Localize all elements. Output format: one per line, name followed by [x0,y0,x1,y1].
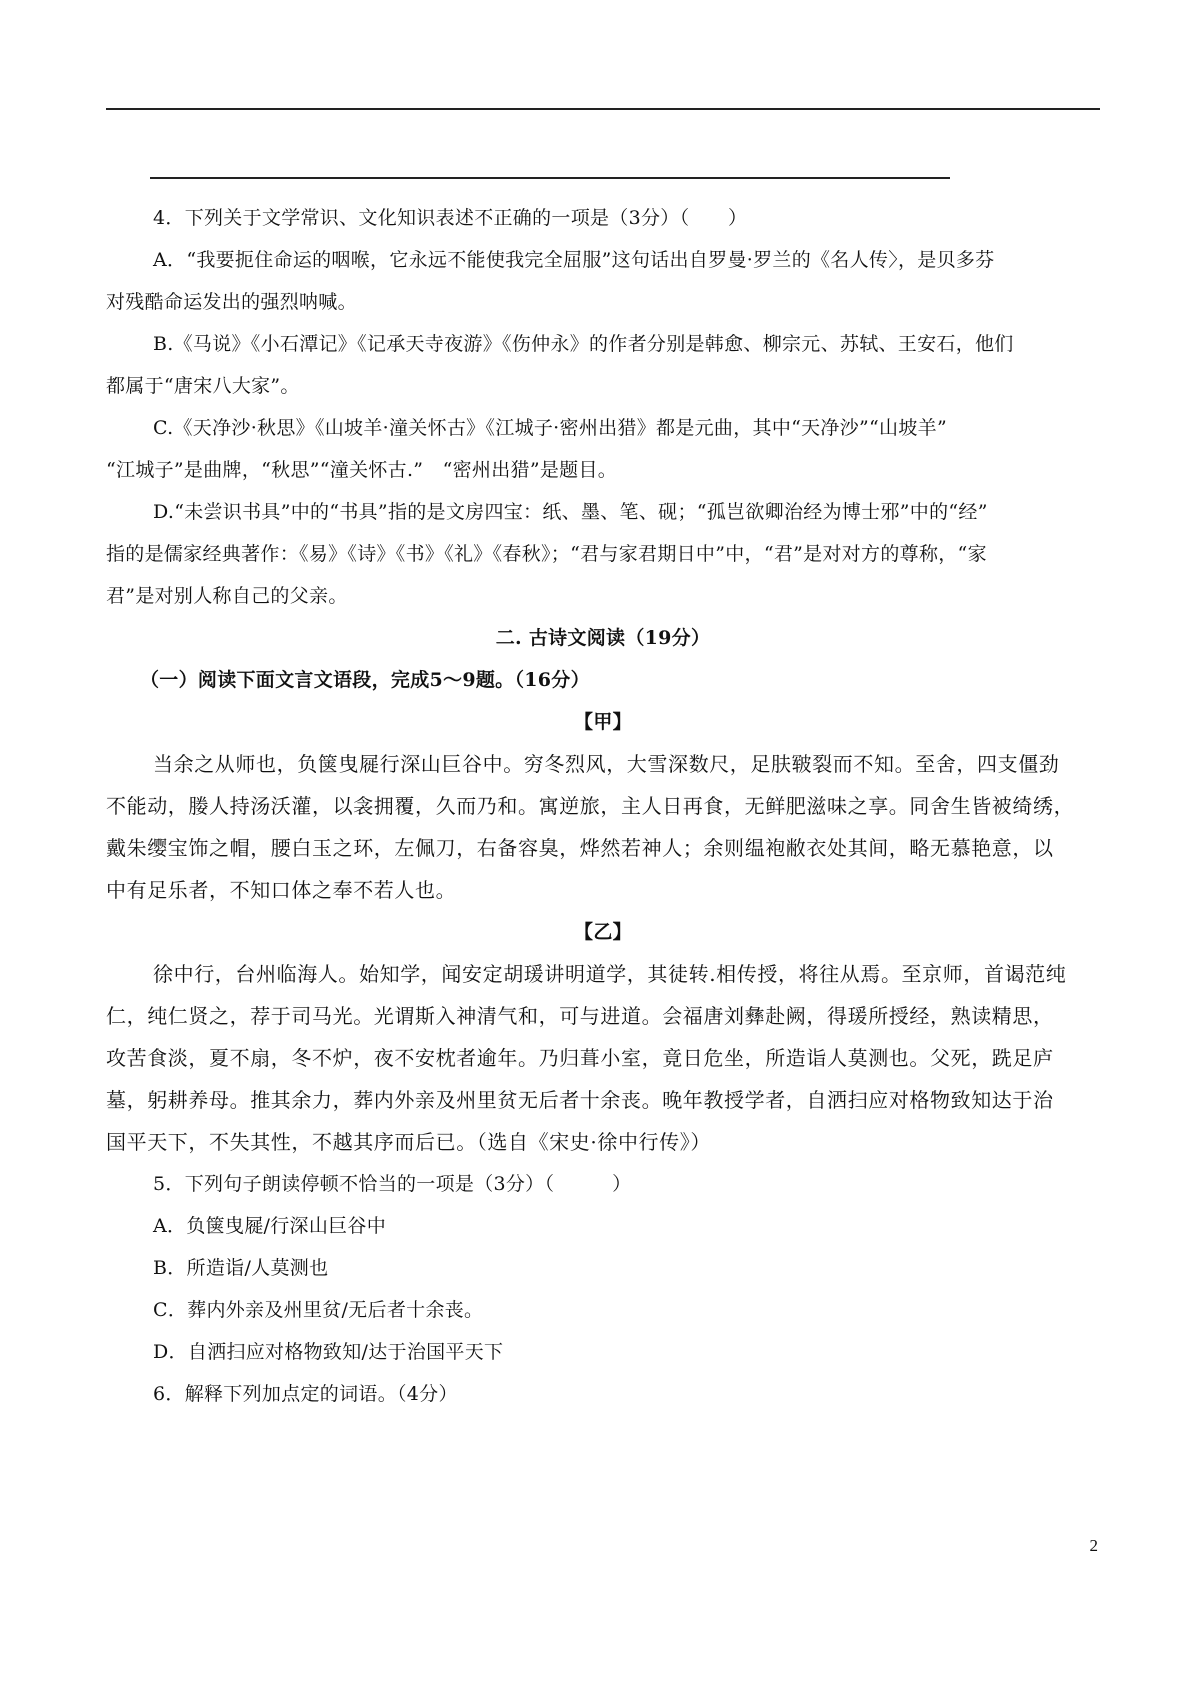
passage-yi-label: 【乙】 [574,921,632,943]
passage-yi-line5: 国平天下，不失其性，不越其序而后已。（选自《宋史·徐中行传》） [106,1130,711,1154]
page-content [106,197,1100,1415]
q4-option-c-line2: “江城子”是曲牌，“秋思”“潼关怀古.” “密州出猎”是题目。 [106,459,618,481]
passage-jia-line1: 当余之从师也，负箧曳屣行深山巨谷中。穷冬烈风，大雪深数尺，足肤皲裂而不知。至舍，四支僵劲 [153,752,1060,776]
subsection-title: （一）阅读下面文言文语段，完成5～9题。（16分） [140,669,590,691]
header-rule [106,108,1100,110]
q4-option-d-line2: 指的是儒家经典著作：《易》《诗》《书》《礼》《春秋》；“君与家君期日中”中，“君”是对对方的尊称，“家 [106,543,987,565]
section-title: 二. 古诗文阅读（19分） [495,627,711,649]
q4-option-c-line1: C.《天净沙·秋思》《山坡羊·潼关怀古》《江城子·密州出猎》都是元曲，其中“天净沙”“山坡羊” [153,417,947,439]
q4-option-a-line2: 对残酷命运发出的强烈呐喊。 [106,291,357,313]
q5-stem: 5．下列句子朗读停顿不恰当的一项是（3分）（ ） [153,1173,632,1195]
q4-option-a-line1: A．“我要扼住命运的咽喉，它永远不能使我完全屈服”这句话出自罗曼·罗兰的《名人传〉，是贝多芬 [153,249,995,271]
q6-stem: 6．解释下列加点定的词语。（4分） [153,1383,458,1405]
passage-jia-line4: 中有足乐者，不知口体之奉不若人也。 [106,878,457,902]
q5-option-a: A．负箧曳屣/行深山巨谷中 [153,1215,387,1237]
passage-yi [106,953,1100,1163]
answer-blank-line [150,177,950,179]
q4-option-b-line2: 都属于“唐宋八大家”。 [106,375,300,397]
passage-yi-line4: 墓，躬耕养母。推其余力，葬内外亲及州里贫无后者十余丧。晚年教授学者，自洒扫应对格物致知达于治 [106,1088,1054,1112]
q5-option-d: D．自洒扫应对格物致知/达于治国平天下 [153,1341,504,1363]
passage-yi-line2: 仁，纯仁贤之，荐于司马光。光谓斯入神清气和，可与进道。会福唐刘彝赴阙，得瑗所授经，熟读精思， [106,1004,1054,1028]
passage-yi-line1: 徐中行，台州临海人。始知学，闻安定胡瑗讲明道学，其徒转.相传授，将往从焉。至京师，首谒范纯 [153,962,1067,986]
q4-option-b-line1: B.《马说》《小石潭记》《记承天寺夜游》《伤仲永》的作者分别是韩愈、柳宗元、苏轼、王安石，他们 [153,333,1014,355]
page-number: 2 [1089,1536,1098,1555]
q4-option-d-line3: 君”是对别人称自己的父亲。 [106,585,348,607]
passage-jia-line2: 不能动，媵人持汤沃灌，以衾拥覆，久而乃和。寓逆旅，主人日再食，无鲜肥滋味之享。同舍生皆被绮绣， [106,794,1075,818]
passage-yi-line3: 攻苦食淡，夏不扇，冬不炉，夜不安枕者逾年。乃归葺小室，竟日危坐，所造诣人莫测也。父死，跣足庐 [106,1046,1054,1070]
passage-jia [106,743,1100,911]
passage-jia-label: 【甲】 [574,711,632,733]
q4-option-d-line1: D.“未尝识书具”中的“书具”指的是文房四宝：纸、墨、笔、砚；“孤岂欲卿治经为博士邪”中的“经” [153,501,988,523]
q4-stem: 4．下列关于文学常识、文化知识表述不正确的一项是（3分）（ ） [153,207,748,229]
q5-option-b: B．所造诣/人莫测也 [153,1257,329,1279]
passage-jia-line3: 戴朱缨宝饰之帽，腰白玉之环，左佩刀，右备容臭，烨然若神人；余则缊袍敝衣处其间，略无慕艳意，以 [106,836,1054,860]
q5-option-c: C．葬内外亲及州里贫/无后者十余丧。 [153,1299,484,1321]
